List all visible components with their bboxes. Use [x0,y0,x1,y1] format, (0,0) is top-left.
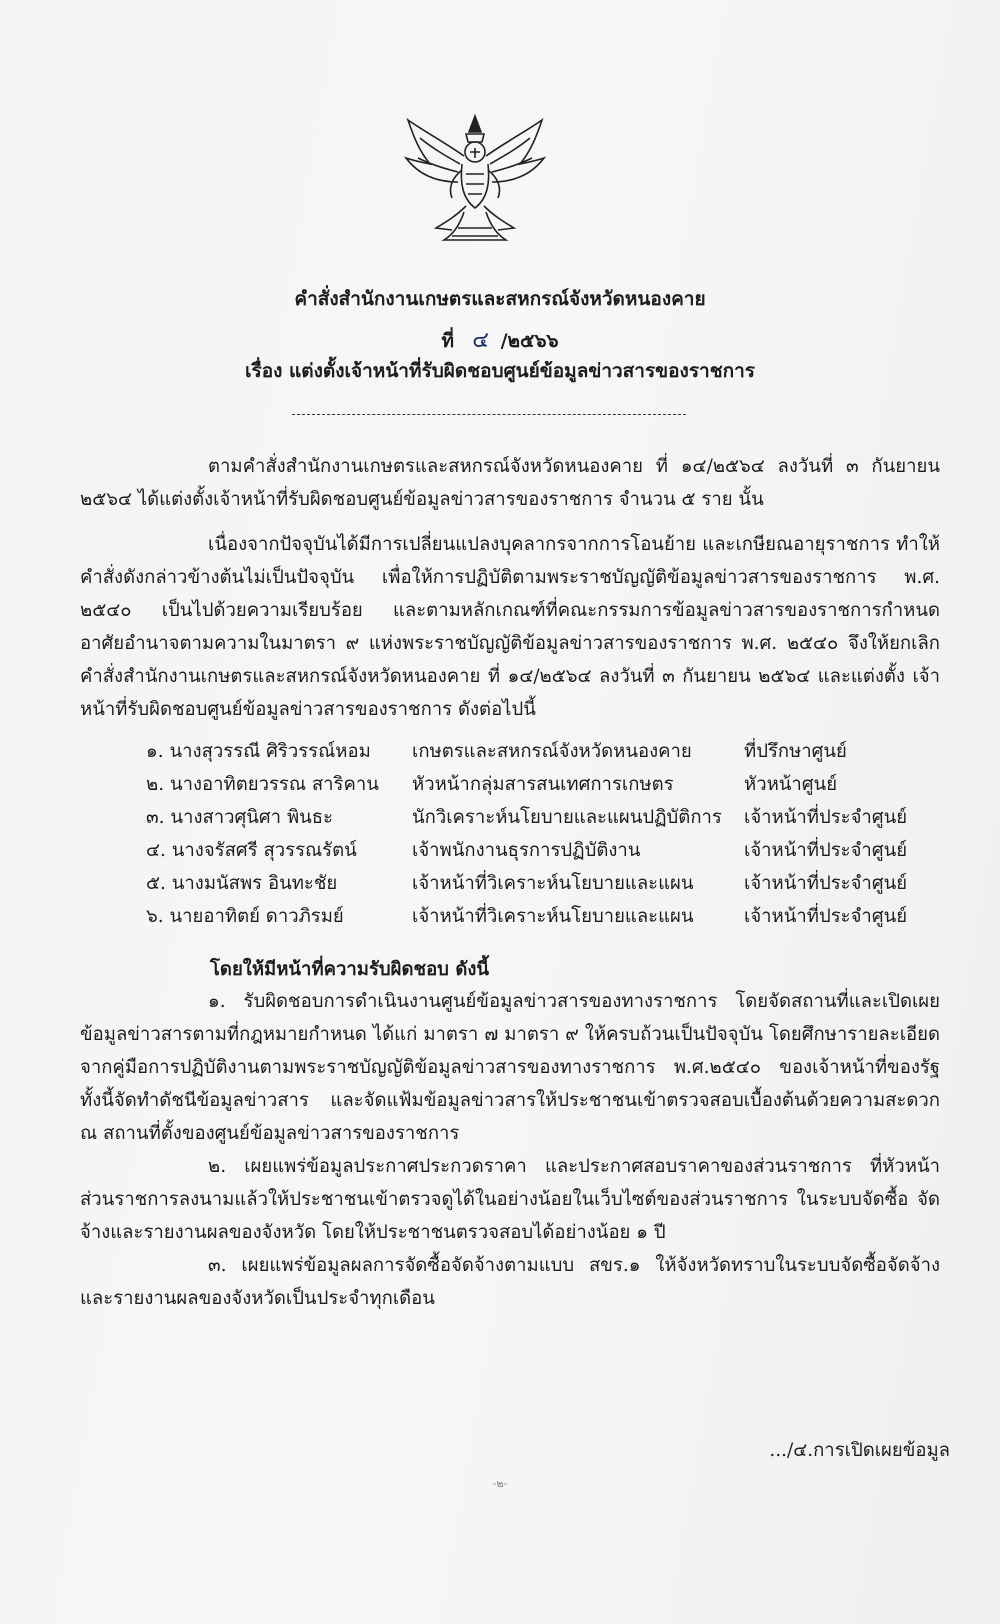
duty-item: ๒. เผยแพร่ข้อมูลประกาศประกวดราคา และประกาศสอบราคาของส่วนราชการ ที่หัวหน้า ส่วนราชการลงนามแล้วให้ประชาชนเข้าตรวจดูได้ในอย่างน้อยในเว็บไซต์ของส่วนราชการ ในระบบจัดซื้อ จัดจ้างและรายงานผลของจังหวัด โดยให้ประชาชนตรวจสอบได้อย่างน้อย ๑ ปี [80,1156,940,1243]
paragraph-2 [80,528,940,726]
staff-role: เจ้าหน้าที่ประจำศูนย์ [744,906,908,927]
order-title: คำสั่งสำนักงานเกษตรและสหกรณ์จังหวัดหนองคาย [294,288,706,310]
separator-line [292,414,686,415]
order-number [0,322,1000,357]
duty-item: ๑. รับผิดชอบการดำเนินงานศูนย์ข้อมูลข่าวสารของทางราชการ โดยจัดสถานที่และเปิดเผย ข้อมูลข่าวสารตามที่กฎหมายกำหนด ได้แก่ มาตรา ๗ มาตรา ๙ ให้ครบถ้วนเป็นปัจจุบัน โดยศึกษารายละเอียด จากคู่มือการปฏิบัติงานตามพระราชบัญญัติข้อมูลข่าวสารของทางราชการ พ.ศ.๒๕๔๐ ของเจ้าหน้าที่ของรัฐ ทั้งนี้จัดทำดัชนีข้อมูลข่าวสาร และจัดแฟ้มข้อมูลข่าวสารให้ประชาชนเข้าตรวจสอบเบื้องต้นด้วยความสะดวก ณ สถานที่ตั้งของศูนย์ข้อมูลข่าวสารของราชการ [80,991,940,1144]
staff-position: เจ้าหน้าที่วิเคราะห์นโยบายและแผน [412,906,694,927]
staff-role: เจ้าหน้าที่ประจำศูนย์ [744,840,908,861]
staff-name: ๕. นางมนัสพร อินทะชัย [146,873,338,894]
staff-name: ๖. นายอาทิตย์ ดาวภิรมย์ [146,906,344,927]
staff-role: หัวหน้าศูนย์ [744,774,838,795]
staff-name: ๔. นางจรัสศรี สุวรรณรัตน์ [146,840,357,861]
staff-position: เจ้าพนักงานธุรการปฏิบัติงาน [412,840,641,861]
page-number: -๒- [492,1477,508,1490]
paragraph-2-text: เนื่องจากปัจจุบันได้มีการเปลี่ยนแปลงบุคลากรจากการโอนย้าย และเกษียณอายุราชการ ทำให้คำสั่งดังกล่าวข้างต้นไม่เป็นปัจจุบัน เพื่อให้การปฏิบัติตามพระราชบัญญัติข้อมูลข่าวสารของราชการ พ.ศ. ๒๕๔๐ เป็นไปด้วยความเรียบร้อย และตามหลักเกณฑ์ที่คณะกรรมการข้อมูลข่าวสารของราชการกำหนด อาศัยอำนาจตามความในมาตรา ๙ แห่งพระราชบัญญัติข้อมูลข่าวสารของราชการ พ.ศ. ๒๕๔๐ จึงให้ยกเลิก คำสั่งสำนักงานเกษตรและสหกรณ์จังหวัดหนองคาย ที่ ๑๔/๒๕๖๔ ลงวันที่ ๓ กันยายน ๒๕๖๔ และแต่งตั้ง เจ้าหน้าที่รับผิดชอบศูนย์ข้อมูลข่าวสารของราชการ ดังต่อไปนี้ [80,534,940,720]
paragraph-1 [80,450,940,516]
staff-position: เกษตรและสหกรณ์จังหวัดหนองคาย [412,741,692,762]
continuation-note: .../๔.การเปิดเผยข้อมูล [769,1440,950,1461]
staff-name: ๓. นางสาวศุนิศา พินธะ [146,807,334,828]
paragraph-1-text: ตามคำสั่งสำนักงานเกษตรและสหกรณ์จังหวัดหนองคาย ที่ ๑๔/๒๕๖๔ ลงวันที่ ๓ กันยายน ๒๕๖๔ ได้แต่งตั้งเจ้าหน้าที่รับผิดชอบศูนย์ข้อมูลข่าวสารของราชการ จำนวน ๕ ราย นั้น [80,456,940,510]
staff-name: ๒. นางอาทิตยวรรณ สาริคาน [146,774,379,795]
staff-role: เจ้าหน้าที่ประจำศูนย์ [744,807,908,828]
garuda-emblem-icon [400,112,550,244]
staff-name: ๑. นางสุวรรณี ศิริวรรณ์หอม [146,741,371,762]
staff-position: เจ้าหน้าที่วิเคราะห์นโยบายและแผน [412,873,694,894]
duties-heading: โดยให้มีหน้าที่ความรับผิดชอบ ดังนี้ [210,959,490,980]
staff-position: หัวหน้ากลุ่มสารสนเทศการเกษตร [412,774,674,795]
order-number-handwritten: ๔ [472,328,489,353]
staff-position: นักวิเคราะห์นโยบายและแผนปฏิบัติการ [412,807,722,828]
order-number-year: /๒๕๖๖ [500,330,559,352]
duty-item: ๓. เผยแพร่ข้อมูลผลการจัดซื้อจัดจ้างตามแบบ สขร.๑ ให้จังหวัดทราบในระบบจัดซื้อจัดจ้าง และรายงานผลของจังหวัดเป็นประจำทุกเดือน [80,1255,940,1309]
staff-role: ที่ปรึกษาศูนย์ [744,741,847,762]
staff-role: เจ้าหน้าที่ประจำศูนย์ [744,873,908,894]
order-number-label: ที่ [441,330,454,352]
order-subject: เรื่อง แต่งตั้งเจ้าหน้าที่รับผิดชอบศูนย์ข้อมูลข่าวสารของราชการ [245,360,755,382]
duties-list [80,985,940,1315]
